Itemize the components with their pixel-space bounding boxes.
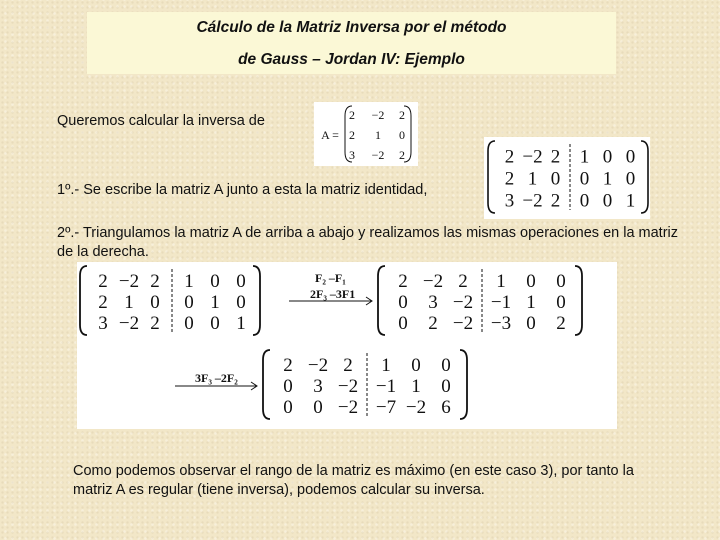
step2-matrix-cell: 0 xyxy=(526,270,536,292)
step3-matrix-cell: −2 xyxy=(307,354,329,376)
step1-matrix-cell: −2 xyxy=(118,270,140,292)
matrix-a-cell: 3 xyxy=(349,148,355,162)
matrix-a-bracket-right xyxy=(404,106,411,162)
step2-matrix-cell: 2 xyxy=(428,312,438,334)
operation-label-2: 2F₃ –3F1 xyxy=(310,287,356,301)
step1-matrix-cell: 0 xyxy=(150,291,160,313)
step2-matrix-cell: −3 xyxy=(490,312,512,334)
step3-matrix-cell: 1 xyxy=(411,375,421,397)
step2-matrix-cell: 0 xyxy=(526,312,536,334)
augmented-start-cell: 0 xyxy=(602,146,613,168)
step3-matrix-cell: −7 xyxy=(375,396,397,418)
augmented-start-cell: 2 xyxy=(550,146,561,168)
step2-matrix-bracket-right xyxy=(575,266,582,335)
matrix-a-cell: 2 xyxy=(349,128,355,142)
step1-matrix-cell: 2 xyxy=(98,291,108,313)
augmented-matrix-start xyxy=(484,137,650,219)
step1-matrix-bracket-right xyxy=(253,266,260,335)
title-line-2: de Gauss – Jordan IV: Ejemplo xyxy=(238,51,465,68)
matrix-a-cell: 2 xyxy=(399,148,405,162)
augmented-start-cell: 0 xyxy=(625,146,636,168)
title-box xyxy=(87,12,616,74)
augmented-start-cell: 0 xyxy=(579,168,590,190)
step1-matrix-bracket-left xyxy=(80,266,87,335)
step2-text: 2º.- Triangulamos la matriz A de arriba a abajo y realizamos las mismas operaciones en la matriz de la derecha. xyxy=(57,225,679,260)
step1-matrix-cell: 0 xyxy=(184,291,194,313)
step2-matrix-cell: −1 xyxy=(490,291,512,313)
augmented-start-cell: 1 xyxy=(602,168,613,190)
matrix-a-cell: −2 xyxy=(371,148,385,162)
step3-matrix-cell: 6 xyxy=(441,396,451,418)
operation-label-3: 3F₃ –2F₂ xyxy=(195,371,238,385)
step1-matrix-cell: 1 xyxy=(236,312,246,334)
step2-matrix-cell: 3 xyxy=(428,291,438,313)
step2-matrix-cell: 0 xyxy=(398,291,408,313)
step2-matrix-cell: −2 xyxy=(452,312,474,334)
augmented-start-bracket-right xyxy=(641,141,648,213)
step3-matrix-bracket-right xyxy=(460,350,467,419)
step3-matrix-cell: 0 xyxy=(441,375,451,397)
step2-matrix-cell: −2 xyxy=(452,291,474,313)
step1-matrix-cell: 0 xyxy=(184,312,194,334)
step2-matrix-bracket-left xyxy=(378,266,385,335)
step2-matrix-cell: 2 xyxy=(458,270,468,292)
augmented-start-cell: 2 xyxy=(504,168,515,190)
augmented-start-cell: 2 xyxy=(504,146,515,168)
matrix-a xyxy=(314,102,418,166)
matrix-a-cell: 2 xyxy=(399,108,405,122)
augmented-start-cell: 1 xyxy=(579,146,590,168)
step1-matrix-cell: 0 xyxy=(236,291,246,313)
augmented-start-cell: 0 xyxy=(579,190,590,212)
matrix-a-cell: 1 xyxy=(375,128,381,142)
step3-matrix-cell: 0 xyxy=(313,396,323,418)
step3-matrix-cell: 2 xyxy=(343,354,353,376)
step1-matrix-cell: −2 xyxy=(118,312,140,334)
augmented-start-cell: 0 xyxy=(602,190,613,212)
matrix-a-cell: 2 xyxy=(349,108,355,122)
operation-label-1: F₂ –F₁ xyxy=(315,271,346,285)
step2-matrix-cell: 1 xyxy=(496,270,506,292)
step1-text: 1º.- Se escribe la matriz A junto a esta la matriz identidad, xyxy=(57,182,428,198)
augmented-start-cell: 0 xyxy=(550,168,561,190)
step2-matrix-cell: 0 xyxy=(556,291,566,313)
step3-matrix-cell: 1 xyxy=(381,354,391,376)
matrix-a-cell: −2 xyxy=(371,108,385,122)
step2-matrix-cell: −2 xyxy=(422,270,444,292)
step2-matrix-cell: 0 xyxy=(556,270,566,292)
step1-matrix-cell: 1 xyxy=(184,270,194,292)
augmented-start-cell: 2 xyxy=(550,190,561,212)
step2-matrix-cell: 1 xyxy=(526,291,536,313)
augmented-start-bracket-left xyxy=(488,141,495,213)
augmented-start-cell: 0 xyxy=(625,168,636,190)
conclusion-text: Como podemos observar el rango de la matriz es máximo (en este caso 3), por tanto la matriz A es regular (tiene inversa), podemos calcular su inversa. xyxy=(73,463,634,498)
step1-matrix-cell: 3 xyxy=(98,312,108,334)
step1-matrix-cell: 2 xyxy=(98,270,108,292)
step3-matrix-cell: 0 xyxy=(411,354,421,376)
step3-matrix-cell: 0 xyxy=(441,354,451,376)
step3-matrix-cell: −1 xyxy=(375,375,397,397)
step3-matrix-cell: −2 xyxy=(337,375,359,397)
step1-matrix-cell: 0 xyxy=(236,270,246,292)
augmented-start-cell: 1 xyxy=(625,190,636,212)
step1-matrix-cell: 2 xyxy=(150,270,160,292)
step1-matrix-cell: 0 xyxy=(210,270,220,292)
augmented-start-cell: 1 xyxy=(527,168,538,190)
step3-matrix-cell: −2 xyxy=(405,396,427,418)
step1-matrix-cell: 2 xyxy=(150,312,160,334)
matrix-a-label: A = xyxy=(321,128,339,142)
augmented-start-cell: −2 xyxy=(522,190,543,212)
step2-matrix-cell: 2 xyxy=(556,312,566,334)
step3-matrix-bracket-left xyxy=(263,350,270,419)
step1-matrix-cell: 1 xyxy=(124,291,134,313)
gauss-steps-panel xyxy=(77,262,617,429)
step3-matrix-cell: 2 xyxy=(283,354,293,376)
step1-matrix-cell: 1 xyxy=(210,291,220,313)
step3-matrix-cell: 3 xyxy=(313,375,323,397)
step3-matrix-cell: 0 xyxy=(283,375,293,397)
augmented-start-cell: −2 xyxy=(522,146,543,168)
step3-matrix-cell: 0 xyxy=(283,396,293,418)
title-line-1: Cálculo de la Matriz Inversa por el método xyxy=(196,19,507,36)
intro-text: Queremos calcular la inversa de xyxy=(57,113,265,129)
matrix-a-cell: 0 xyxy=(399,128,405,142)
augmented-start-cell: 3 xyxy=(504,190,515,212)
step2-matrix-cell: 2 xyxy=(398,270,408,292)
step2-matrix-cell: 0 xyxy=(398,312,408,334)
step1-matrix-cell: 0 xyxy=(210,312,220,334)
step3-matrix-cell: −2 xyxy=(337,396,359,418)
